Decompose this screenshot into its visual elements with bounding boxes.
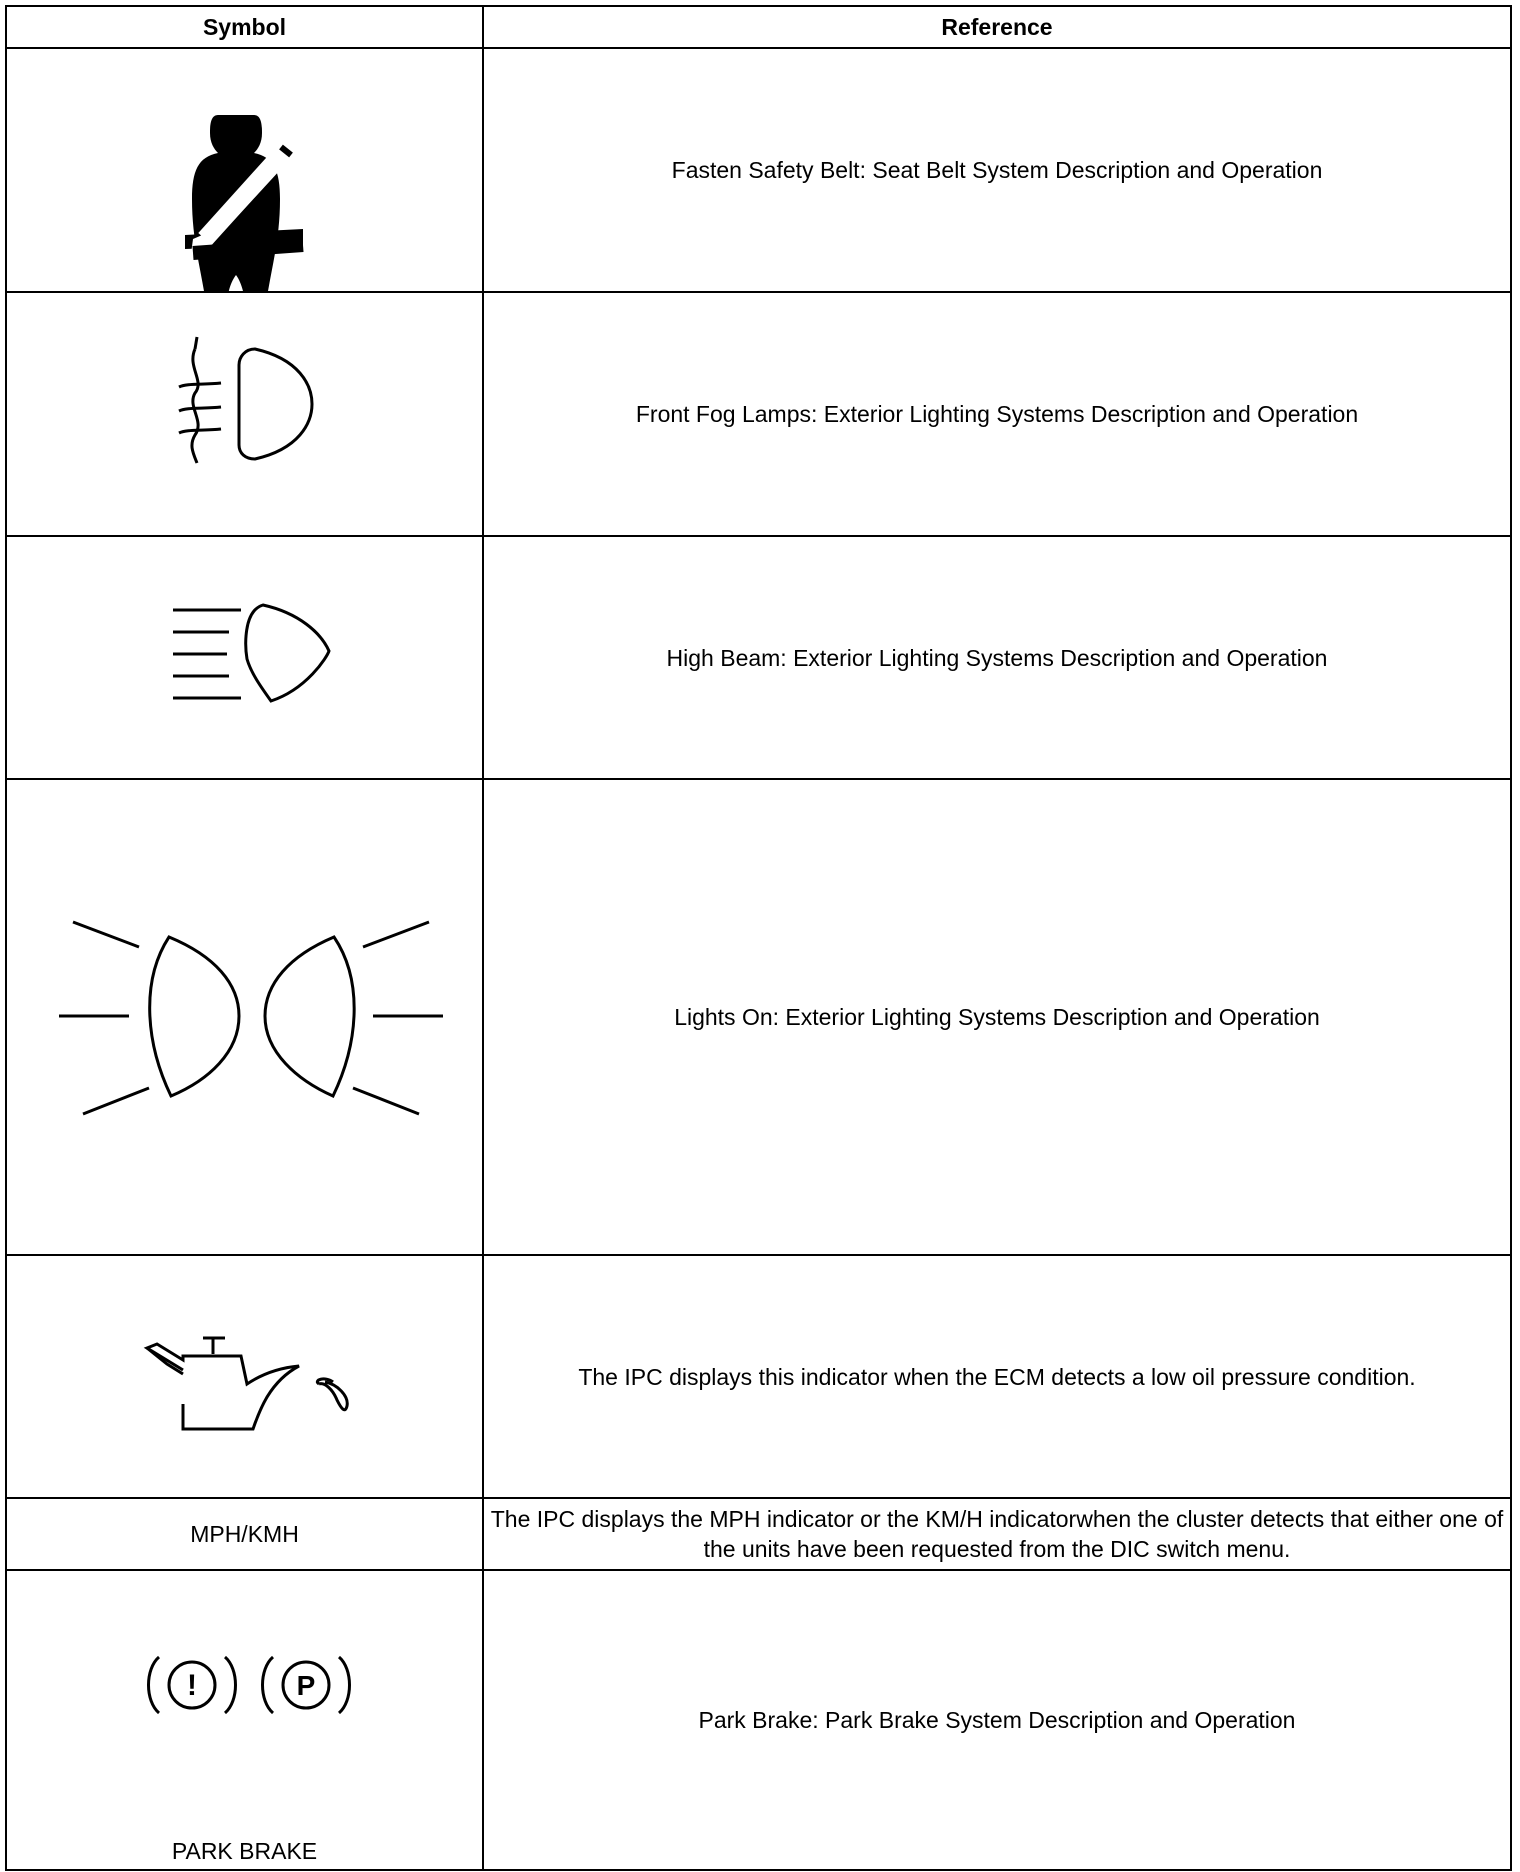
- park-brake-icon: [7, 1641, 482, 1721]
- table-row: [6, 292, 1511, 536]
- park-brake-label: PARK BRAKE: [171, 1838, 318, 1864]
- reference-cell: The IPC displays this indicator when the ECM detects a low oil pressure condition.: [483, 1255, 1511, 1498]
- reference-cell: The IPC displays the MPH indicator or the KM/H indicatorwhen the cluster detects that either one of the units have been requested from the DIC switch menu.: [483, 1498, 1511, 1570]
- reference-cell: Fasten Safety Belt: Seat Belt System Description and Operation: [483, 48, 1511, 292]
- lights-on-icon: [7, 780, 482, 1254]
- symbol-column-header: Symbol: [6, 6, 483, 48]
- seat-belt-icon: [7, 49, 482, 291]
- symbol-cell: [6, 292, 483, 536]
- table-row: [6, 779, 1511, 1255]
- symbol-reference-table: [5, 5, 1512, 1871]
- table-row: [6, 48, 1511, 292]
- symbol-text: MPH/KMH: [190, 1520, 299, 1547]
- table-row: [6, 536, 1511, 779]
- park-brake-p: P: [296, 1670, 316, 1701]
- reference-cell: Lights On: Exterior Lighting Systems Description and Operation: [483, 779, 1511, 1255]
- symbol-cell: [6, 779, 483, 1255]
- symbol-cell: [6, 536, 483, 779]
- table-row: [6, 1255, 1511, 1498]
- symbol-cell: [6, 1255, 483, 1498]
- reference-cell: Park Brake: Park Brake System Description and Operation: [483, 1570, 1511, 1870]
- park-brake-exclamation: !: [187, 1669, 197, 1702]
- symbol-cell: [6, 48, 483, 292]
- reference-cell: Front Fog Lamps: Exterior Lighting Systems Description and Operation: [483, 292, 1511, 536]
- front-fog-lamp-icon: [7, 293, 482, 535]
- reference-cell: High Beam: Exterior Lighting Systems Description and Operation: [483, 536, 1511, 779]
- high-beam-icon: [7, 537, 482, 778]
- symbol-cell: [6, 1570, 483, 1870]
- reference-column-header: Reference: [483, 6, 1511, 48]
- park-brake-icon-wrap: [7, 1641, 482, 1721]
- symbol-cell: [6, 1498, 483, 1570]
- oil-pressure-icon: [7, 1256, 482, 1497]
- header-row: [6, 6, 1511, 48]
- table-row: [6, 1498, 1511, 1570]
- table-row: [6, 1570, 1511, 1870]
